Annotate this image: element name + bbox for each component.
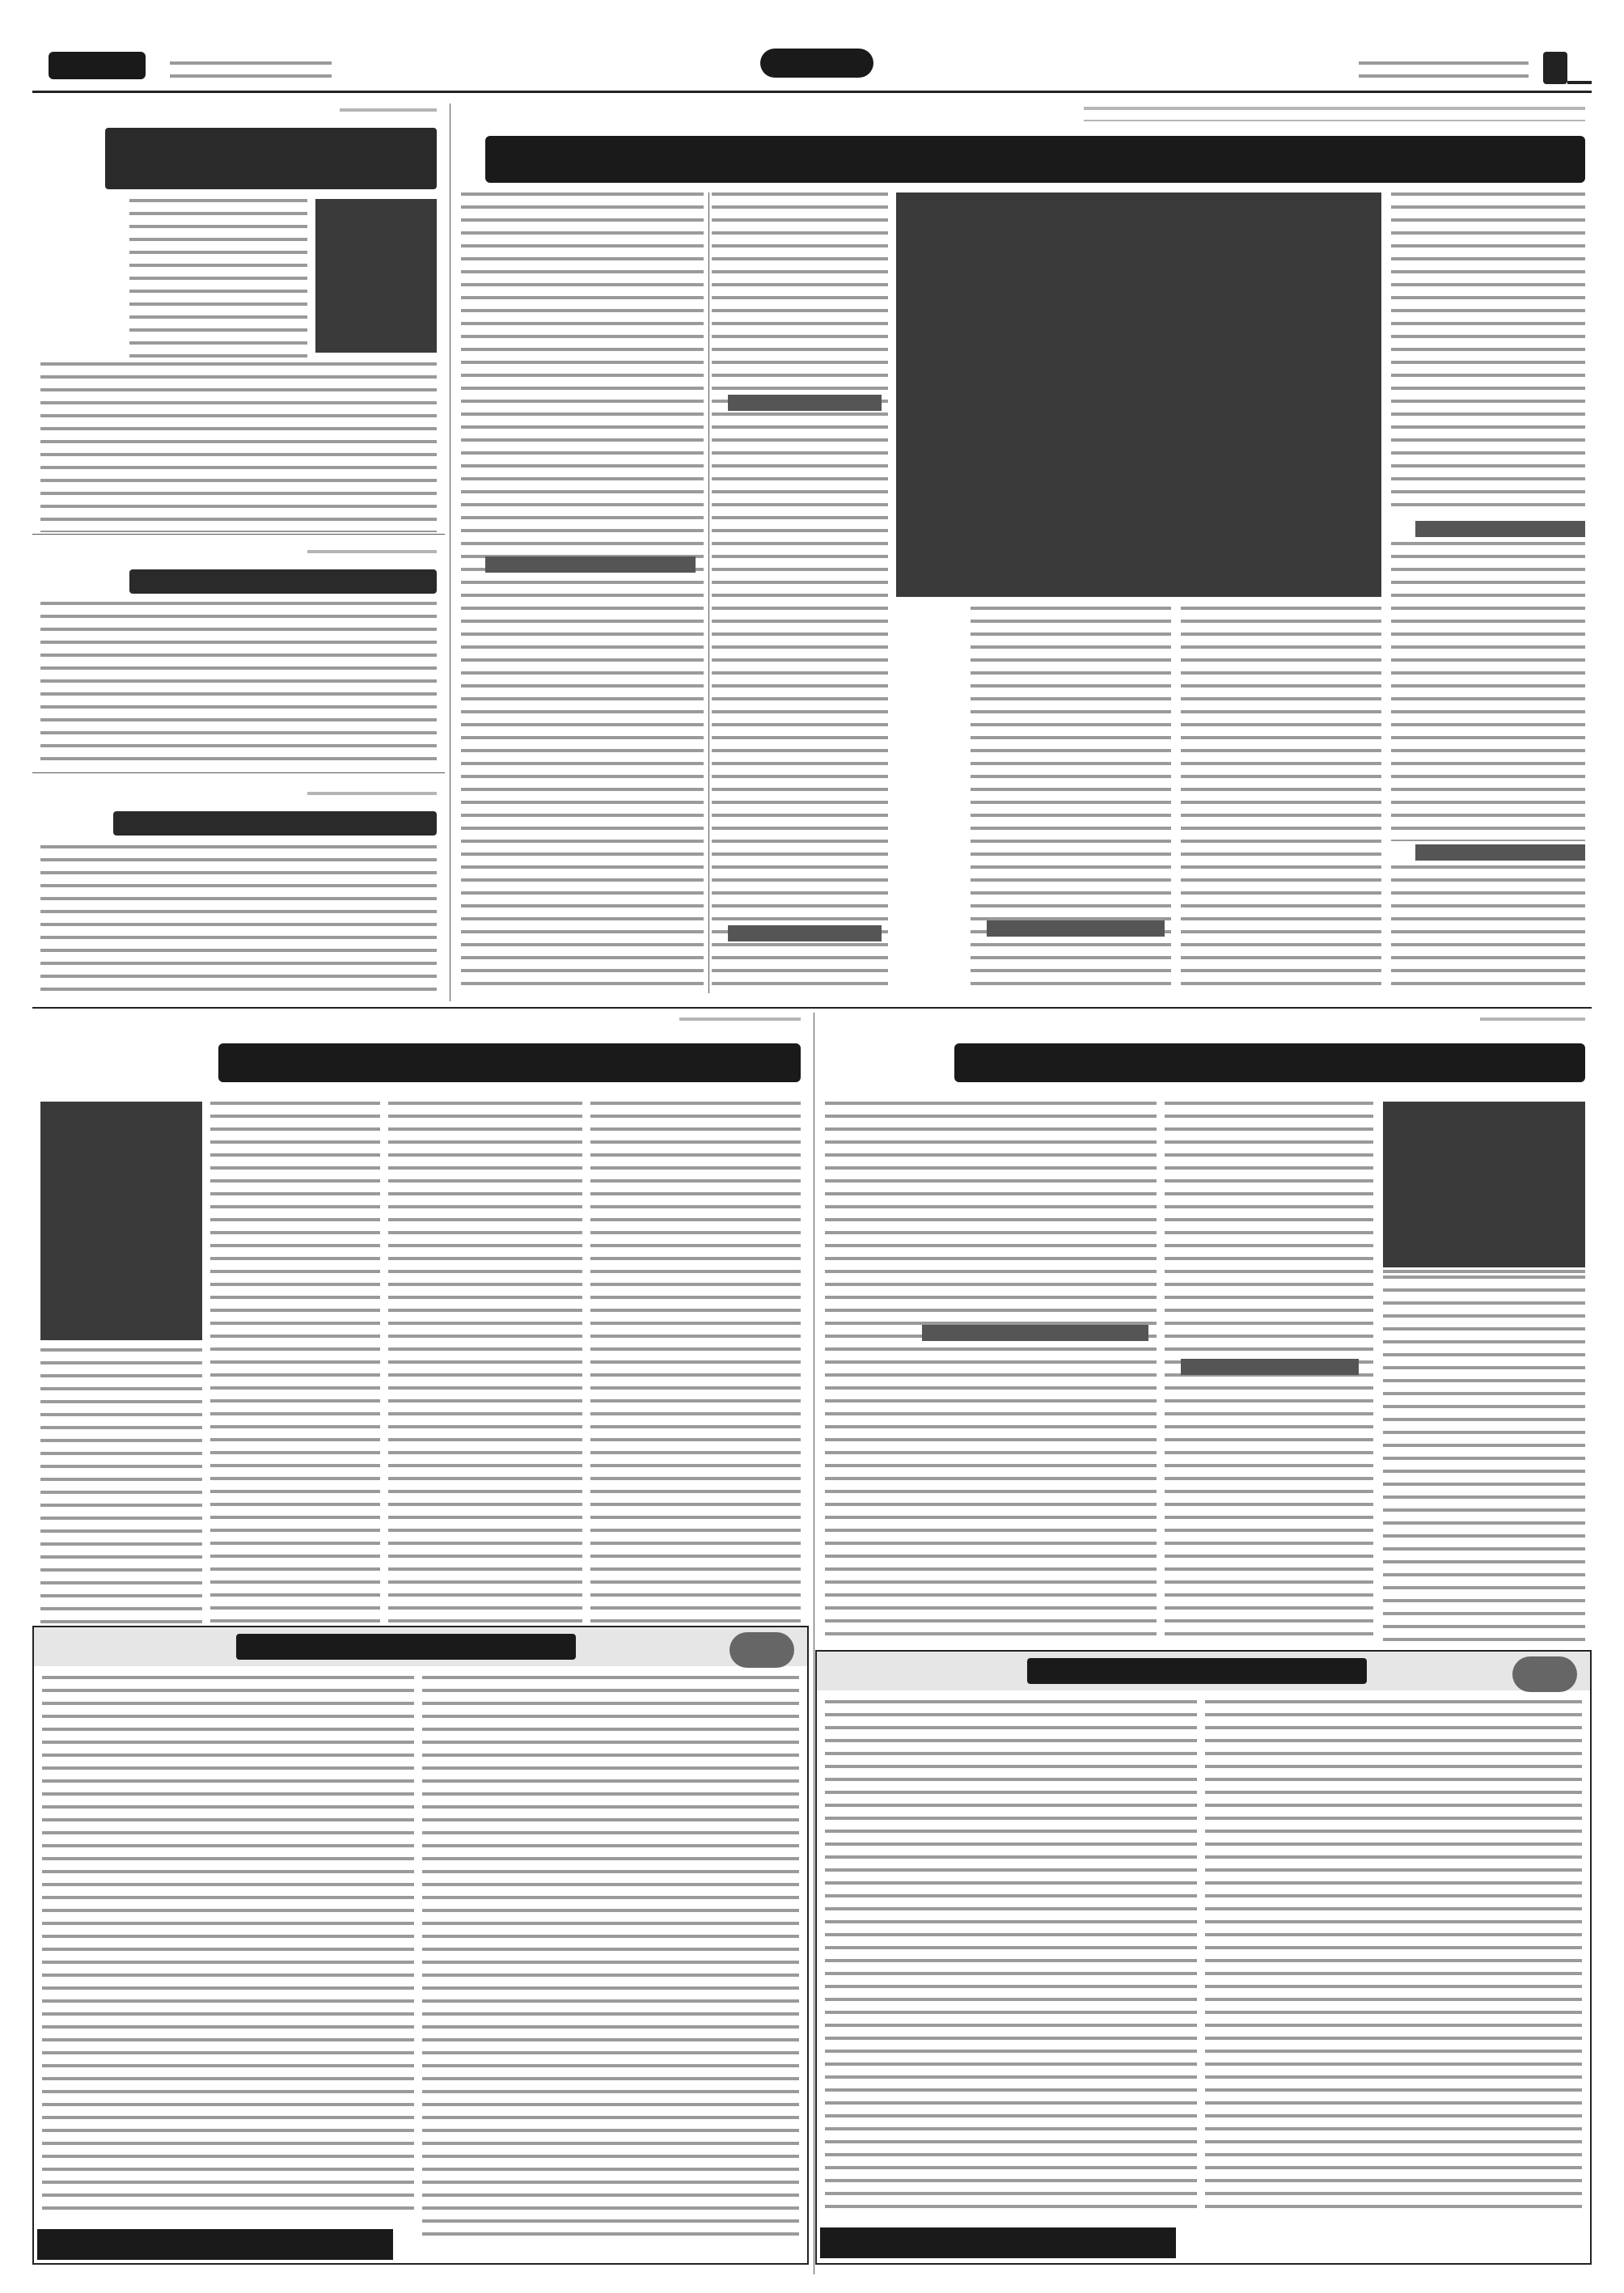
main-story-kicker-block (1084, 107, 1585, 121)
fold-rule (32, 1007, 1592, 1009)
ad-right-col-1 (1205, 1700, 1582, 2218)
ad-left-col-2 (42, 1676, 414, 2210)
issue-line-block (1359, 61, 1529, 78)
ad-right-emblem (1512, 1656, 1577, 1692)
mid-right-photo-frame (1383, 1102, 1585, 1267)
main-story-photo (896, 192, 1381, 597)
mid-right-col-1b (1383, 1276, 1585, 1644)
left-brief-1 (32, 534, 445, 768)
page-number-mark (1543, 52, 1567, 84)
ad-left-emblem (730, 1632, 794, 1668)
left-brief-2-top-rule (32, 772, 445, 773)
main-story-col-divider (708, 192, 709, 993)
top-left-headline-block (105, 128, 437, 189)
left-brief-1-headline-block (129, 569, 437, 594)
main-story-col-1b (1391, 542, 1585, 841)
mid-left-kicker-block (679, 1017, 801, 1030)
date-line-block (170, 61, 332, 78)
ad-left-col-1 (422, 1676, 799, 2242)
main-story-col-1c (1391, 865, 1585, 995)
left-brief-1-top-rule (32, 534, 445, 535)
mid-right-kicker-block (1480, 1017, 1585, 1030)
ad-right-footer-band (820, 2227, 1176, 2258)
main-story-subhead-4 (728, 395, 882, 411)
ad-right-col-2 (825, 1700, 1197, 2218)
masthead-bottom-rule (32, 91, 1592, 93)
main-story-headline-block (485, 136, 1585, 183)
paper-logo-mark (49, 52, 146, 79)
mid-left-col-4 (40, 1348, 202, 1627)
mid-left-headline-block (218, 1043, 801, 1082)
ad-left-title-block (236, 1634, 576, 1660)
masthead (32, 49, 1592, 99)
section-label-mark (760, 49, 873, 78)
mid-right-subhead-1 (1181, 1359, 1359, 1375)
mid-right-story (817, 1013, 1592, 1652)
top-left-photo (315, 199, 437, 353)
main-story-subhead-6 (485, 556, 696, 573)
ad-right-title-block (1027, 1658, 1367, 1684)
ad-right (815, 1650, 1592, 2265)
main-story-subhead-3 (987, 920, 1165, 937)
mid-left-photo (40, 1102, 202, 1340)
top-left-kicker-block (340, 108, 437, 121)
left-brief-2-kicker-block (307, 792, 437, 805)
ad-left (32, 1626, 809, 2265)
mid-right-col-3 (825, 1102, 1157, 1644)
main-story-subhead-5 (728, 925, 882, 941)
main-story (453, 104, 1592, 1001)
main-story-col-4 (712, 192, 888, 993)
main-story-col-1 (1391, 192, 1585, 516)
left-brief-2-headline-block (113, 811, 437, 836)
mid-left-col-3 (210, 1102, 380, 1627)
mid-left-story (32, 1013, 809, 1627)
main-story-subhead-2 (1415, 844, 1585, 861)
main-story-col-5 (461, 192, 704, 993)
mid-right-headline-block (954, 1043, 1585, 1082)
mid-left-col-2 (388, 1102, 582, 1627)
ad-left-footer-band (37, 2229, 393, 2260)
main-story-col-2 (1181, 607, 1381, 995)
main-story-col-3 (971, 607, 1171, 995)
left-brief-2-body (40, 845, 437, 995)
mid-right-subhead-2 (922, 1325, 1148, 1341)
top-left-story (32, 104, 445, 532)
left-brief-1-body (40, 602, 437, 764)
main-story-subhead-1 (1415, 521, 1585, 537)
left-brief-1-kicker-block (307, 550, 437, 563)
top-left-col-a (129, 199, 307, 361)
top-left-col-b (40, 362, 437, 532)
mid-left-col-1 (590, 1102, 801, 1627)
masthead-rule (1567, 81, 1592, 84)
left-brief-2 (32, 772, 445, 1003)
